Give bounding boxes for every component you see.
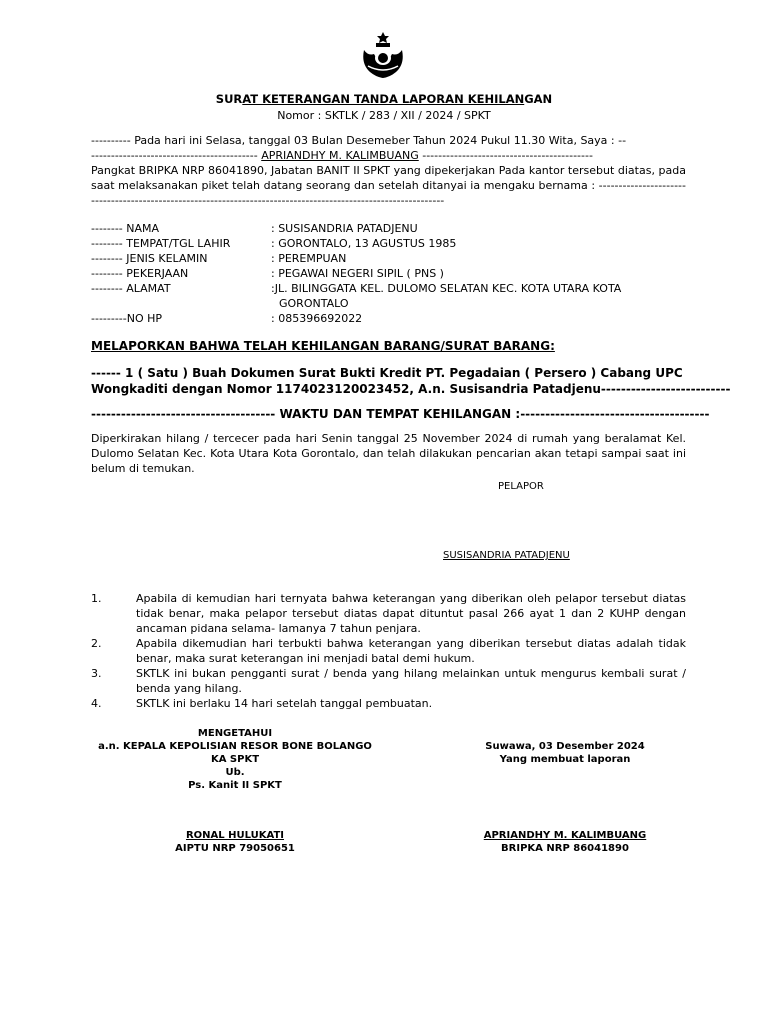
identity-row-gender: -------- JENIS KELAMIN : PEREMPUAN	[91, 252, 347, 265]
sig-left-nrp: AIPTU NRP 79050651	[175, 843, 295, 854]
sig-left-line-5: Ps. Kanit II SPKT	[188, 780, 282, 791]
lost-item-line-1: ------ 1 ( Satu ) Buah Dokumen Surat Bukti Kredit PT. Pegadaian ( Persero ) Cabang UPC	[91, 366, 683, 380]
police-emblem-icon	[358, 28, 408, 80]
note-item: 3. SKTLK ini bukan pengganti surat / benda yang hilang melainkan untuk mengurus kembali surat / benda yang hilang.	[91, 667, 686, 695]
sig-left-line-4: Ub.	[225, 767, 245, 778]
sig-right-name: APRIANDHY M. KALIMBUANG	[483, 830, 647, 841]
sig-left-name: RONAL HULUKATI	[185, 830, 285, 841]
document-title: SURAT KETERANGAN TANDA LAPORAN KEHILANGAN	[215, 92, 553, 106]
identity-row-birth: -------- TEMPAT/TGL LAHIR : GORONTALO, 13 AGUSTUS 1985	[91, 237, 457, 250]
intro-paragraph: Pangkat BRIPKA NRP 86041890, Jabatan BANIT II SPKT yang dipekerjakan Pada kantor tersebut diatas, pada saat melaksanakan piket telah datang seorang dan setelah ditanyai ia mengaku bernama : ---------------------------------------------------------------------------------------------------------------	[91, 164, 686, 207]
notes-list	[91, 591, 686, 711]
lost-item-line-2: Wongkaditi dengan Nomor 1174023120023452, A.n. Susisandria Patadjenu--------------------------	[91, 382, 731, 396]
sig-right-date: Suwawa, 03 Desember 2024	[485, 741, 645, 752]
intro-line-2: ------------------------------------------ APRIANDHY M. KALIMBUANG -------------------------------------------	[91, 149, 593, 162]
sig-right-role: Yang membuat laporan	[499, 754, 631, 765]
signature-left-name-block	[85, 829, 385, 855]
sig-left-line-1: MENGETAHUI	[197, 728, 273, 739]
document-number: Nomor : SKTLK / 283 / XII / 2024 / SPKT	[277, 109, 491, 122]
time-place-paragraph: Diperkirakan hilang / tercecer pada hari Senin tanggal 25 November 2024 di rumah yang beralamat Kel. Dulomo Selatan Kec. Kota Utara Kota Gorontalo, dan telah dilakukan pencarian akan tetapi sampai saat ini belum di temukan.	[91, 432, 686, 475]
pelapor-label: PELAPOR	[498, 481, 544, 492]
note-item: 4. SKTLK ini berlaku 14 hari setelah tanggal pembuatan.	[91, 697, 433, 710]
sig-left-line-3: KA SPKT	[210, 754, 260, 765]
sig-left-line-2: a.n. KEPALA KEPOLISIAN RESOR BONE BOLANGO	[98, 741, 372, 752]
identity-row-phone: ---------NO HP : 085396692022	[91, 312, 363, 325]
officer-name: APRIANDHY M. KALIMBUANG	[261, 149, 419, 162]
note-item: 1. Apabila di kemudian hari ternyata bahwa keterangan yang diberikan oleh pelapor tersebut diatas tidak benar, maka pelapor tersebut diatas dapat dituntut pasal 266 ayat 1 dan 2 KUHP dengan ancaman pidana selama- lamanya 7 tahun penjara.	[91, 592, 686, 635]
signature-left	[85, 727, 385, 792]
identity-row-occupation: -------- PEKERJAAN : PEGAWAI NEGERI SIPIL ( PNS )	[91, 267, 444, 280]
identity-row-address: -------- ALAMAT :JL. BILINGGATA KEL. DULOMO SELATAN KEC. KOTA UTARA KOTA	[91, 282, 622, 295]
identity-row-address-2: GORONTALO	[279, 297, 349, 310]
intro-line-1: ---------- Pada hari ini Selasa, tanggal 03 Bulan Desemeber Tahun 2024 Pukul 11.30 Wita, Saya : --	[91, 134, 627, 147]
sig-right-nrp: BRIPKA NRP 86041890	[501, 843, 629, 854]
time-place-heading: ------------------------------------- WAKTU DAN TEMPAT KEHILANGAN :--------------------------------------	[91, 407, 710, 421]
note-item: 2. Apabila dikemudian hari terbukti bahwa keterangan yang diberikan tersebut diatas adalah tidak benar, maka surat keterangan ini menjadi batal demi hukum.	[91, 637, 686, 665]
identity-row-name: -------- NAMA : SUSISANDRIA PATADJENU	[91, 222, 418, 235]
signature-right	[415, 740, 715, 766]
signature-right-name-block	[415, 829, 715, 855]
pelapor-name: SUSISANDRIA PATADJENU	[443, 550, 570, 561]
report-heading: MELAPORKAN BAHWA TELAH KEHILANGAN BARANG/SURAT BARANG:	[91, 339, 555, 353]
